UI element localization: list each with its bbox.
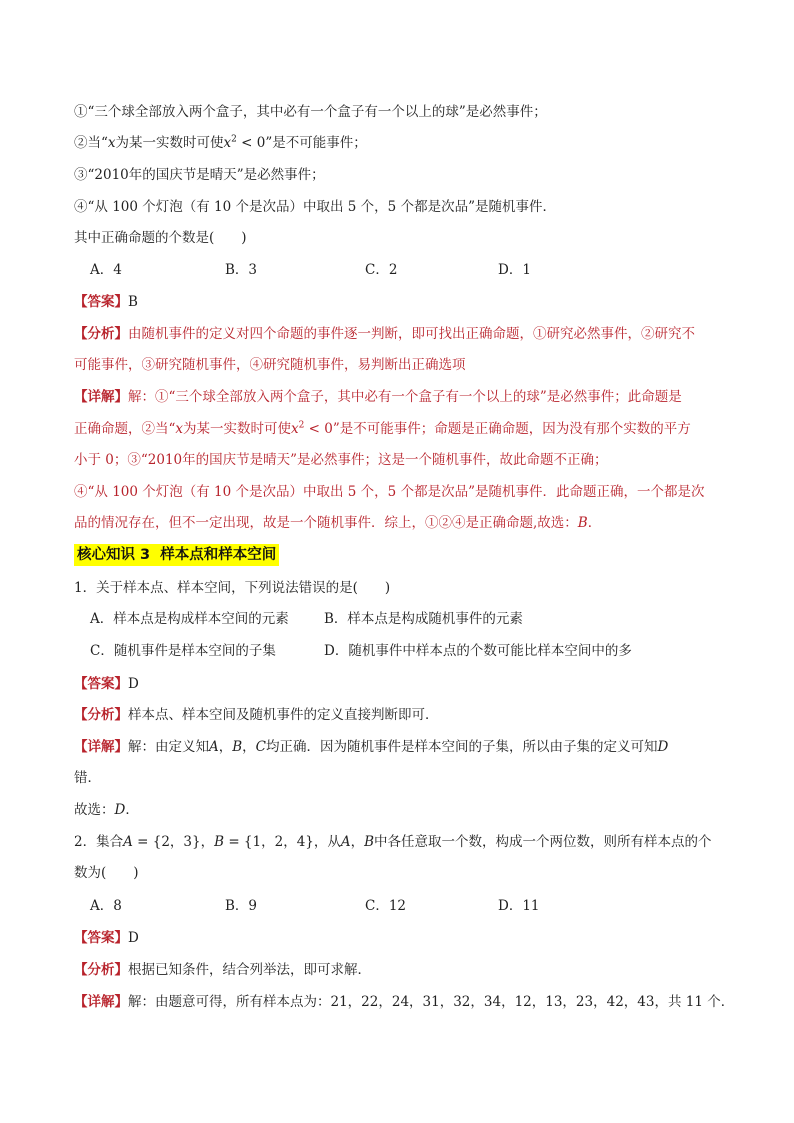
- q2-option-c: C．12: [365, 898, 407, 914]
- q1-analysis-label: 【分析】: [74, 707, 128, 723]
- section-prefix: 核心知识 3: [77, 547, 151, 563]
- option-b: B．3: [225, 262, 258, 278]
- q1-option-d: D．随机事件中样本点的个数可能比样本空间中的多: [324, 643, 632, 659]
- q1-detail-line-1: 【详解】解：由定义知A，B，C均正确．因为随机事件是样本空间的子集，所以由子集的定义可知D: [74, 739, 669, 755]
- analysis-line-1: 【分析】由随机事件的定义对四个命题的事件逐一判断，即可找出正确命题，①研究必然事件，②研究不: [74, 326, 695, 342]
- q2-option-d: D．11: [498, 898, 540, 914]
- statement-1: ①“三个球全部放入两个盒子，其中必有一个盒子有一个以上的球”是必然事件；: [74, 104, 547, 120]
- q1-detail-line-2: 错．: [74, 770, 101, 786]
- detail-line-5: 品的情况存在，但不一定出现，故是一个随机事件．综上，①②④是正确命题,故选：B．: [74, 515, 602, 531]
- q1-answer-value: D: [128, 676, 139, 692]
- q1-answer-label: 【答案】: [74, 676, 128, 692]
- option-a: A．4: [90, 262, 122, 278]
- question-stem: 其中正确命题的个数是( ): [74, 230, 247, 246]
- option-c: C．2: [365, 262, 398, 278]
- statement-2: ②当“x为某一实数时可使$x^2 < 0$”是不可能事件；: [74, 134, 367, 151]
- q2-detail-line: 【详解】解：由题意可得，所有样本点为：21，22，24，31，32，34，12，13，23，42，43，共 11 个．: [74, 994, 735, 1010]
- q2-detail-label: 【详解】: [74, 994, 128, 1010]
- detail-line-2: 正确命题，②当“x为某一实数时可使$x^2 < 0$”是不可能事件；命题是正确命题，因为没有那个实数的平方: [74, 420, 691, 437]
- detail-line-3: 小于 0；③“2010年的国庆节是晴天”是必然事件；这是一个随机事件，故此命题不正确；: [74, 452, 608, 468]
- q1-answer-line: [74, 674, 730, 694]
- analysis-label: 【分析】: [74, 326, 128, 342]
- q1-option-a: A．样本点是构成样本空间的元素: [90, 611, 289, 627]
- section-title: 样本点和样本空间: [160, 547, 277, 563]
- q1-stem: 1．关于样本点、样本空间，下列说法错误的是( ): [74, 580, 391, 596]
- q2-answer-line: [74, 928, 730, 948]
- answer-line: [74, 292, 730, 312]
- answer-label: 【答案】: [74, 294, 128, 310]
- section-heading: [74, 544, 279, 566]
- detail-line-1: 【详解】解：①“三个球全部放入两个盒子，其中必有一个盒子有一个以上的球”是必然事件；此命题是: [74, 389, 682, 405]
- analysis-line-2: 可能事件，③研究随机事件，④研究随机事件，易判断出正确选项: [74, 357, 466, 373]
- q2-stem-line-2: 数为( ): [74, 865, 139, 881]
- q2-analysis-line: 【分析】根据已知条件，结合列举法，即可求解．: [74, 962, 371, 978]
- q2-option-a: A．8: [90, 898, 122, 914]
- q2-answer-value: D: [128, 930, 139, 946]
- q2-analysis-label: 【分析】: [74, 962, 128, 978]
- q1-detail-label: 【详解】: [74, 739, 128, 755]
- statement-3: ③“2010年的国庆节是晴天”是必然事件；: [74, 167, 325, 183]
- detail-line-4: ④“从 100 个灯泡（有 10 个是次品）中取出 5 个，5 个都是次品”是随机事件．此命题正确，一个都是次: [74, 484, 705, 500]
- answer-value: B: [128, 294, 138, 310]
- q2-stem-line-1: 2．集合A = {2，3}，B = {1，2，4}，从A，B中各任意取一个数，构成一个两位数，则所有样本点的个: [74, 834, 712, 850]
- q1-option-c: C．随机事件是样本空间的子集: [90, 643, 276, 659]
- detail-label: 【详解】: [74, 389, 128, 405]
- q2-answer-label: 【答案】: [74, 930, 128, 946]
- q1-analysis-line: 【分析】样本点、样本空间及随机事件的定义直接判断即可．: [74, 707, 439, 723]
- option-d: D．1: [498, 262, 531, 278]
- statement-4: ④“从 100 个灯泡（有 10 个是次品）中取出 5 个，5 个都是次品”是随机事件．: [74, 199, 556, 215]
- q1-option-b: B．样本点是构成随机事件的元素: [324, 611, 523, 627]
- q2-option-b: B．9: [225, 898, 258, 914]
- q1-choose-line: 故选：D．: [74, 802, 139, 818]
